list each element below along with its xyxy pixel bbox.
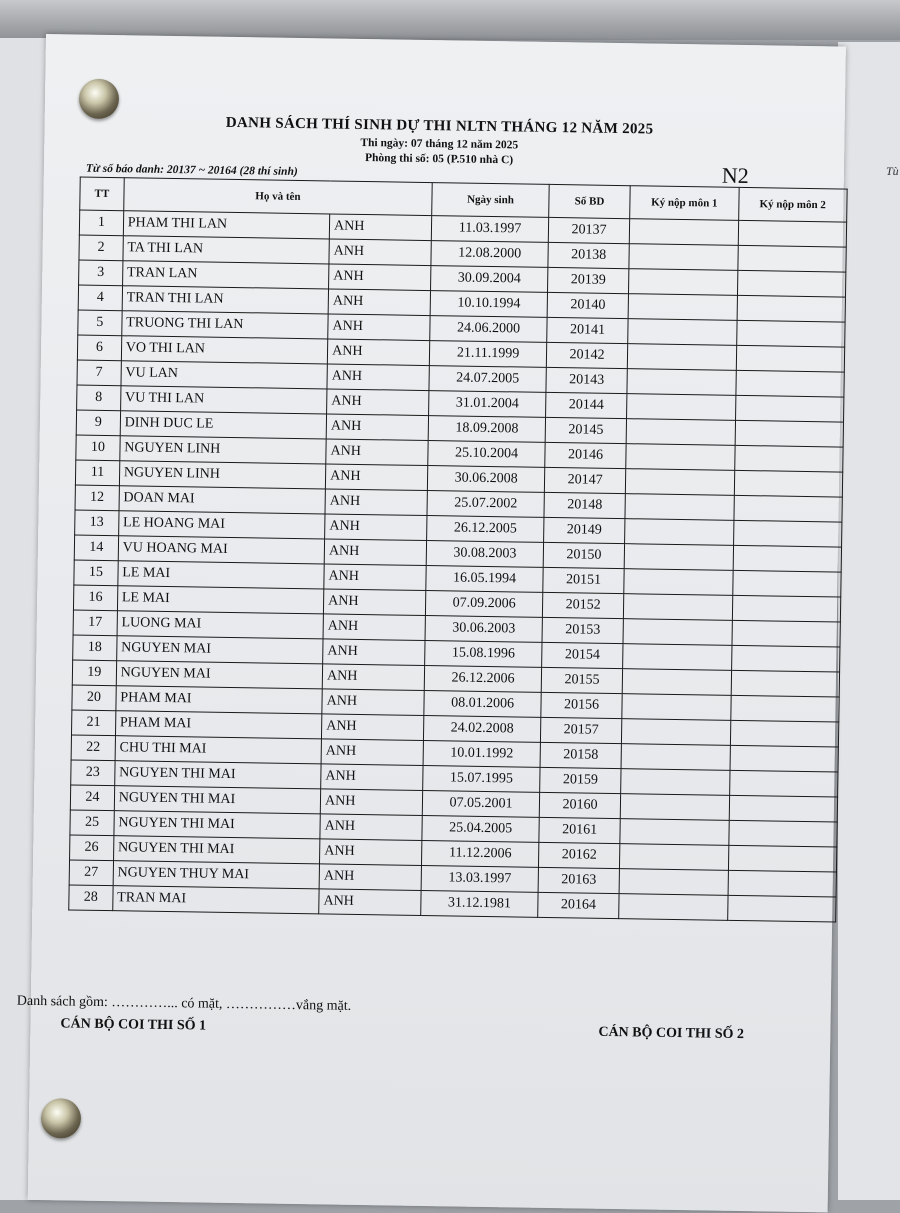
row-index: 24	[70, 785, 114, 811]
row-name: TRAN MAI	[113, 886, 320, 914]
row-note: ANH	[329, 239, 432, 266]
row-sign-subject-1	[619, 894, 728, 921]
row-name: TRUONG THI LAN	[122, 311, 329, 339]
row-index: 17	[73, 610, 117, 636]
row-sign-subject-2	[738, 220, 847, 247]
row-sign-subject-1	[625, 519, 734, 546]
row-note: ANH	[324, 564, 427, 591]
row-candidate-no: 20147	[544, 467, 626, 493]
row-name: LE MAI	[117, 586, 324, 614]
row-sign-subject-2	[734, 470, 843, 497]
row-sign-subject-2	[733, 520, 842, 547]
row-sign-subject-2	[728, 870, 837, 897]
header-name: Họ và tên	[123, 178, 432, 216]
header-sign-subject-1: Ký nộp môn 1	[630, 186, 739, 221]
row-candidate-no: 20144	[545, 392, 627, 418]
row-dob: 30.06.2003	[425, 616, 542, 643]
row-name: CHU THI MAI	[115, 736, 322, 764]
row-sign-subject-2	[730, 695, 839, 722]
header-dob: Ngày sinh	[432, 183, 549, 218]
row-sign-subject-2	[735, 420, 844, 447]
row-name: NGUYEN THI MAI	[113, 836, 320, 864]
row-dob: 25.04.2005	[422, 816, 539, 843]
row-sign-subject-1	[629, 219, 738, 246]
row-candidate-no: 20149	[544, 517, 626, 543]
row-sign-subject-2	[735, 395, 844, 422]
row-index: 21	[71, 710, 115, 736]
row-index: 10	[76, 435, 120, 461]
row-dob: 11.03.1997	[432, 216, 549, 243]
row-dob: 31.12.1981	[421, 891, 538, 918]
row-candidate-no: 20157	[540, 717, 622, 743]
signer-1-label: CÁN BỘ COI THI SỐ 1	[60, 1016, 207, 1034]
row-note: ANH	[328, 289, 431, 316]
row-sign-subject-2	[728, 845, 837, 872]
row-sign-subject-2	[729, 795, 838, 822]
row-dob: 24.02.2008	[424, 716, 541, 743]
row-sign-subject-1	[626, 444, 735, 471]
row-candidate-no: 20158	[540, 742, 622, 768]
signer-2-label: CÁN BỘ COI THI SỐ 2	[598, 1024, 745, 1043]
row-note: ANH	[324, 539, 427, 566]
row-dob: 30.08.2003	[426, 541, 543, 568]
row-note: ANH	[320, 814, 423, 841]
row-sign-subject-2	[731, 645, 840, 672]
row-name: DOAN MAI	[119, 486, 326, 514]
row-sign-subject-2	[730, 720, 839, 747]
row-dob: 24.06.2000	[430, 316, 547, 343]
row-candidate-no: 20156	[541, 692, 623, 718]
row-candidate-no: 20148	[544, 492, 626, 518]
row-note: ANH	[327, 389, 430, 416]
row-sign-subject-1	[620, 819, 729, 846]
row-name: NGUYEN MAI	[116, 636, 323, 664]
row-candidate-no: 20162	[538, 842, 620, 868]
row-dob: 10.01.1992	[423, 741, 540, 768]
candidate-table	[68, 177, 847, 923]
row-dob: 10.10.1994	[430, 291, 547, 318]
row-name: NGUYEN MAI	[116, 661, 323, 689]
row-dob: 16.05.1994	[426, 566, 543, 593]
row-sign-subject-2	[732, 620, 841, 647]
row-dob: 12.08.2000	[431, 241, 548, 268]
row-sign-subject-1	[621, 769, 730, 796]
row-name: NGUYEN THI MAI	[114, 761, 321, 789]
row-candidate-no: 20161	[539, 817, 621, 843]
row-sign-subject-1	[627, 394, 736, 421]
row-dob: 30.09.2004	[431, 266, 548, 293]
row-candidate-no: 20160	[539, 792, 621, 818]
row-index: 13	[75, 510, 119, 536]
row-sign-subject-2	[736, 345, 845, 372]
row-index: 18	[73, 635, 117, 661]
row-note: ANH	[325, 489, 428, 516]
header-index: TT	[80, 177, 124, 211]
row-candidate-no: 20143	[546, 367, 628, 393]
row-index: 26	[70, 835, 114, 861]
row-note: ANH	[325, 464, 428, 491]
exam-roster-sheet	[16, 34, 846, 1212]
row-name: NGUYEN LINH	[119, 461, 326, 489]
row-candidate-no: 20146	[545, 442, 627, 468]
row-index: 3	[79, 260, 123, 286]
row-index: 14	[74, 535, 118, 561]
row-candidate-no: 20150	[543, 542, 625, 568]
row-note: ANH	[326, 439, 429, 466]
group-code: N2	[721, 162, 749, 189]
row-name: NGUYEN THUY MAI	[113, 861, 320, 889]
row-sign-subject-1	[628, 319, 737, 346]
row-name: NGUYEN THI MAI	[114, 786, 321, 814]
row-candidate-no: 20142	[546, 342, 628, 368]
row-sign-subject-1	[622, 719, 731, 746]
row-sign-subject-1	[620, 794, 729, 821]
row-name: VU LAN	[121, 361, 328, 389]
row-name: LUONG MAI	[117, 611, 324, 639]
row-sign-subject-1	[628, 344, 737, 371]
header-sign-subject-2: Ký nộp môn 2	[738, 187, 847, 222]
row-sign-subject-1	[623, 619, 732, 646]
row-index: 27	[69, 860, 113, 886]
row-name: TA THI LAN	[123, 236, 330, 264]
row-note: ANH	[323, 614, 426, 641]
row-dob: 13.03.1997	[421, 866, 538, 893]
row-name: VO THI LAN	[121, 336, 328, 364]
row-index: 25	[70, 810, 114, 836]
row-candidate-no: 20154	[542, 642, 624, 668]
row-candidate-no: 20152	[542, 592, 624, 618]
row-sign-subject-1	[621, 744, 730, 771]
row-dob: 15.08.1996	[425, 641, 542, 668]
row-index: 6	[77, 335, 121, 361]
row-sign-subject-1	[629, 269, 738, 296]
row-index: 4	[78, 285, 122, 311]
row-name: NGUYEN THI MAI	[114, 811, 321, 839]
row-sign-subject-1	[619, 869, 728, 896]
row-dob: 24.07.2005	[429, 366, 546, 393]
adjacent-sheet-text: Tù	[886, 164, 899, 178]
row-index: 20	[72, 685, 116, 711]
row-sign-subject-2	[737, 270, 846, 297]
row-index: 7	[77, 360, 121, 386]
row-sign-subject-2	[731, 670, 840, 697]
row-note: ANH	[329, 264, 432, 291]
row-name: TRAN THI LAN	[122, 286, 329, 314]
row-sign-subject-2	[728, 820, 837, 847]
row-index: 5	[78, 310, 122, 336]
row-sign-subject-1	[623, 644, 732, 671]
row-note: ANH	[319, 889, 422, 916]
row-candidate-no: 20151	[543, 567, 625, 593]
row-name: LE HOANG MAI	[118, 511, 325, 539]
row-note: ANH	[324, 589, 427, 616]
row-dob: 31.01.2004	[429, 391, 546, 418]
wall-background	[0, 0, 900, 40]
row-sign-subject-1	[624, 544, 733, 571]
row-candidate-no: 20155	[541, 667, 623, 693]
row-dob: 26.12.2005	[427, 516, 544, 543]
candidate-number-range: Từ số báo danh: 20137 ~ 20164 (28 thí sinh)	[85, 162, 298, 178]
row-index: 11	[75, 460, 119, 486]
row-sign-subject-2	[727, 895, 836, 922]
row-index: 15	[74, 560, 118, 586]
row-sign-subject-1	[620, 844, 729, 871]
row-sign-subject-1	[624, 594, 733, 621]
row-note: ANH	[320, 789, 423, 816]
row-sign-subject-1	[625, 494, 734, 521]
row-sign-subject-2	[734, 495, 843, 522]
row-sign-subject-2	[730, 745, 839, 772]
row-dob: 07.05.2001	[423, 791, 540, 818]
row-note: ANH	[321, 739, 424, 766]
row-note: ANH	[320, 839, 423, 866]
row-note: ANH	[319, 864, 422, 891]
row-note: ANH	[322, 714, 425, 741]
row-candidate-no: 20140	[547, 292, 629, 318]
row-sign-subject-1	[622, 694, 731, 721]
row-dob: 07.09.2006	[426, 591, 543, 618]
row-index: 23	[71, 760, 115, 786]
row-name: PHAM THI LAN	[123, 211, 330, 239]
row-dob: 08.01.2006	[424, 691, 541, 718]
row-sign-subject-2	[736, 370, 845, 397]
table-body	[69, 210, 847, 922]
row-index: 28	[69, 885, 113, 911]
pushpin-icon	[41, 1098, 82, 1139]
row-sign-subject-1	[629, 244, 738, 271]
row-name: NGUYEN LINH	[120, 436, 327, 464]
row-note: ANH	[327, 339, 430, 366]
row-candidate-no: 20145	[545, 417, 627, 443]
row-name: LE MAI	[118, 561, 325, 589]
header-candidate-no: Số BD	[549, 184, 631, 218]
row-note: ANH	[325, 514, 428, 541]
row-candidate-no: 20141	[547, 317, 629, 343]
row-note: ANH	[329, 214, 432, 241]
row-sign-subject-2	[734, 445, 843, 472]
row-sign-subject-1	[624, 569, 733, 596]
row-candidate-no: 20138	[548, 242, 630, 268]
row-sign-subject-2	[737, 295, 846, 322]
row-dob: 21.11.1999	[430, 341, 547, 368]
row-dob: 25.10.2004	[428, 441, 545, 468]
row-sign-subject-2	[737, 245, 846, 272]
row-note: ANH	[322, 689, 425, 716]
row-dob: 26.12.2006	[424, 666, 541, 693]
row-sign-subject-1	[627, 369, 736, 396]
row-sign-subject-1	[626, 419, 735, 446]
row-note: ANH	[328, 314, 431, 341]
row-index: 9	[76, 410, 120, 436]
row-name: TRAN LAN	[122, 261, 329, 289]
exam-date: Thi ngày: 07 tháng 12 năm 2025	[360, 136, 519, 152]
row-name: VU HOANG MAI	[118, 536, 325, 564]
row-sign-subject-2	[736, 320, 845, 347]
row-dob: 18.09.2008	[428, 416, 545, 443]
row-sign-subject-1	[628, 294, 737, 321]
row-index: 8	[77, 385, 121, 411]
row-index: 1	[79, 210, 123, 236]
row-index: 2	[79, 235, 123, 261]
row-name: PHAM MAI	[115, 711, 322, 739]
row-dob: 11.12.2006	[422, 841, 539, 868]
row-sign-subject-2	[732, 570, 841, 597]
row-sign-subject-2	[732, 595, 841, 622]
row-note: ANH	[323, 639, 426, 666]
row-candidate-no: 20159	[540, 767, 622, 793]
row-dob: 30.06.2008	[428, 466, 545, 493]
row-name: VU THI LAN	[120, 386, 327, 414]
attendance-summary: Danh sách gồm: …………... có mặt, ……………vắng mặt.	[16, 993, 352, 1014]
row-name: PHAM MAI	[116, 686, 323, 714]
row-candidate-no: 20164	[538, 892, 620, 918]
row-index: 22	[71, 735, 115, 761]
row-candidate-no: 20137	[548, 217, 630, 243]
row-dob: 25.07.2002	[427, 491, 544, 518]
row-sign-subject-2	[729, 770, 838, 797]
adjacent-sheet-right	[838, 42, 900, 1200]
row-dob: 15.07.1995	[423, 766, 540, 793]
row-index: 19	[72, 660, 116, 686]
row-sign-subject-2	[733, 545, 842, 572]
row-sign-subject-1	[622, 669, 731, 696]
row-note: ANH	[321, 764, 424, 791]
exam-room: Phòng thi số: 05 (P.510 nhà C)	[364, 152, 514, 167]
document-title: DANH SÁCH THÍ SINH DỰ THI NLTN THÁNG 12 NĂM 2025	[225, 114, 654, 138]
row-note: ANH	[322, 664, 425, 691]
row-candidate-no: 20139	[547, 267, 629, 293]
row-note: ANH	[327, 364, 430, 391]
row-note: ANH	[326, 414, 429, 441]
row-index: 16	[73, 585, 117, 611]
row-index: 12	[75, 485, 119, 511]
row-sign-subject-1	[626, 469, 735, 496]
row-candidate-no: 20153	[542, 617, 624, 643]
row-candidate-no: 20163	[538, 867, 620, 893]
row-name: DINH DUC LE	[120, 411, 327, 439]
